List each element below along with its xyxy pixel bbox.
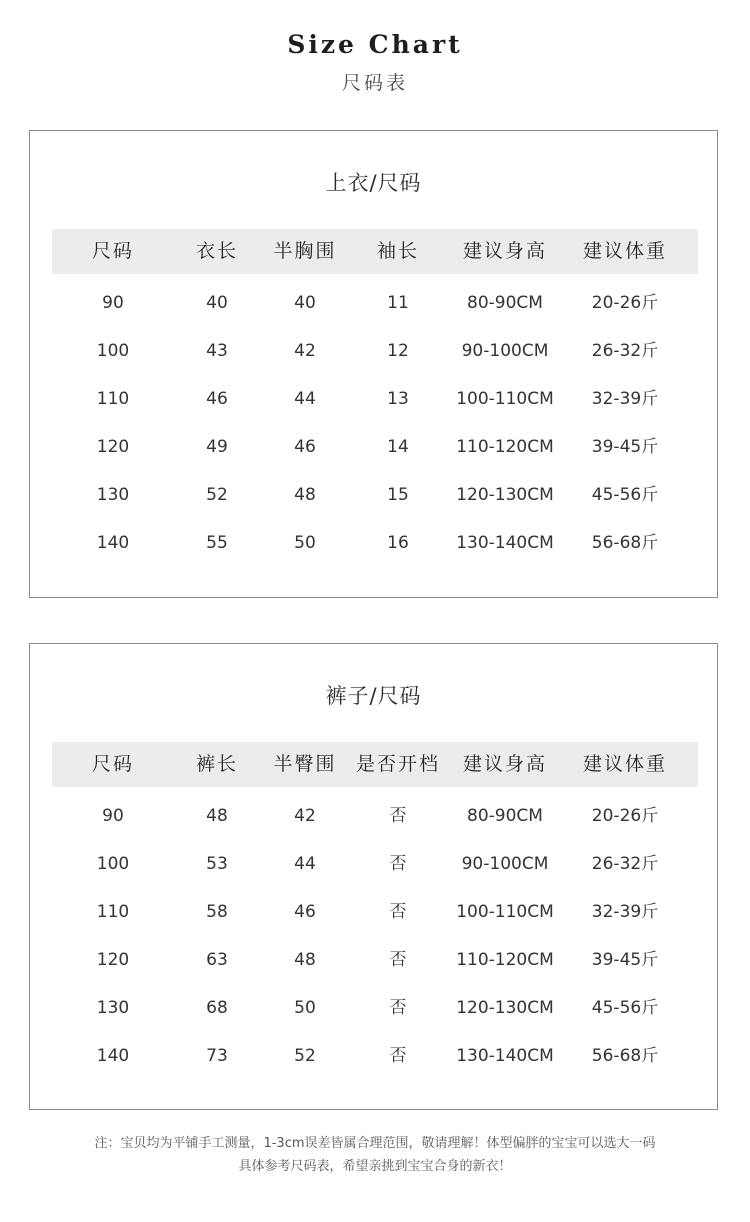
column-header: 建议体重 [582,753,667,775]
column-header: 建议身高 [462,240,547,262]
column-header: 衣长 [195,240,238,262]
table-cell: 90 [102,293,124,313]
column-header: 半臀围 [273,753,337,775]
column-header: 建议体重 [582,240,667,262]
column-header: 半胸围 [273,240,337,262]
table-cell: 否 [389,998,407,1018]
table-cell: 20-26斤 [591,806,659,826]
table-cell: 56-68斤 [591,1046,659,1066]
column-header: 是否开档 [355,753,440,775]
table-cell: 130 [96,485,130,505]
table-cell: 50 [294,998,316,1018]
table-cell: 55 [206,533,228,553]
table-cell: 80-90CM [467,293,543,313]
table-cell: 15 [387,485,409,505]
table-cell: 120 [96,437,130,457]
table-cell: 68 [206,998,228,1018]
table-cell: 110 [96,902,130,922]
table-cell: 130 [96,998,130,1018]
table-cell: 42 [294,341,316,361]
table-cell: 12 [387,341,409,361]
table-cell: 44 [294,389,316,409]
table-cell: 48 [294,485,316,505]
table-cell: 否 [389,854,407,874]
page-subtitle: 尺码表 [341,72,408,94]
table-cell: 26-32斤 [591,854,659,874]
column-header: 建议身高 [462,753,547,775]
table-cell: 13 [387,389,409,409]
table-cell: 40 [294,293,316,313]
table-cell: 46 [294,437,316,457]
table-cell: 110-120CM [456,437,554,457]
table-cell: 26-32斤 [591,341,659,361]
table-cell: 130-140CM [456,1046,554,1066]
table-cell: 58 [206,902,228,922]
column-header: 尺码 [91,753,134,775]
table-cell: 14 [387,437,409,457]
table-cell: 45-56斤 [591,998,659,1018]
table-cell: 90-100CM [461,854,549,874]
table-cell: 140 [96,533,130,553]
table-cell: 48 [206,806,228,826]
table-cell: 100-110CM [456,902,554,922]
table-cell: 43 [206,341,228,361]
table-cell: 50 [294,533,316,553]
bottom-size-table [29,643,718,1110]
column-header: 袖长 [376,240,419,262]
table-cell: 16 [387,533,409,553]
table-cell: 100 [96,341,130,361]
footer-note-line: 注：宝贝均为平铺手工测量，1-3cm误差皆属合理范围，敬请理解！体型偏胖的宝宝可以选大一码 [94,1136,656,1151]
table-cell: 49 [206,437,228,457]
top-size-table [29,130,718,598]
table-cell: 140 [96,1046,130,1066]
bottom-table-header [52,742,698,787]
column-header: 裤长 [195,753,238,775]
table-cell: 100 [96,854,130,874]
table-cell: 80-90CM [467,806,543,826]
table-cell: 52 [206,485,228,505]
footer-note-line: 具体参考尺码表，希望亲挑到宝宝合身的新衣！ [238,1159,512,1174]
table-cell: 42 [294,806,316,826]
table-cell: 20-26斤 [591,293,659,313]
column-header: 尺码 [91,240,134,262]
table-cell: 48 [294,950,316,970]
table-cell: 90 [102,806,124,826]
table-cell: 11 [387,293,409,313]
table-cell: 90-100CM [461,341,549,361]
table-cell: 63 [206,950,228,970]
table-cell: 130-140CM [456,533,554,553]
table-cell: 否 [389,902,407,922]
page-title: Size Chart [287,30,463,59]
table-cell: 110-120CM [456,950,554,970]
table-cell: 否 [389,1046,407,1066]
bottom-table-title: 裤子/尺码 [325,684,422,708]
table-cell: 120 [96,950,130,970]
top-table-header [52,229,698,274]
table-cell: 52 [294,1046,316,1066]
table-cell: 46 [206,389,228,409]
table-cell: 44 [294,854,316,874]
table-cell: 46 [294,902,316,922]
table-cell: 32-39斤 [591,389,659,409]
table-cell: 否 [389,950,407,970]
table-cell: 32-39斤 [591,902,659,922]
table-cell: 否 [389,806,407,826]
table-cell: 45-56斤 [591,485,659,505]
table-cell: 73 [206,1046,228,1066]
footer-note [0,1132,750,1178]
table-cell: 110 [96,389,130,409]
top-table-title: 上衣/尺码 [325,171,422,195]
table-cell: 40 [206,293,228,313]
table-cell: 56-68斤 [591,533,659,553]
table-cell: 53 [206,854,228,874]
table-cell: 100-110CM [456,389,554,409]
table-cell: 39-45斤 [591,950,659,970]
table-cell: 39-45斤 [591,437,659,457]
table-cell: 120-130CM [456,485,554,505]
table-cell: 120-130CM [456,998,554,1018]
